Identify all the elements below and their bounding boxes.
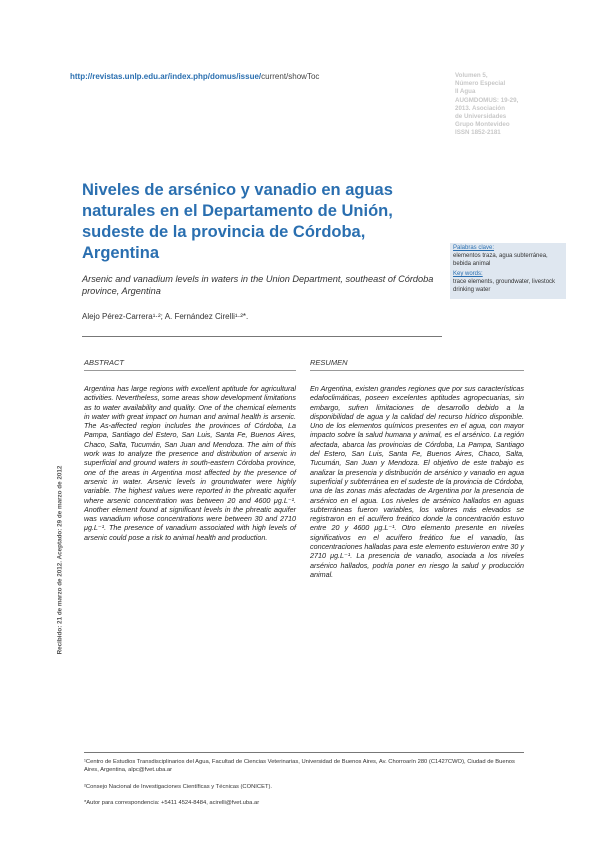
url-path[interactable]: http://revistas.unlp.edu.ar/index.php/domus/issue/	[70, 72, 262, 81]
journal-line: AUGMDOMUS: 19-29,	[455, 96, 519, 104]
article-title: Niveles de arsénico y vanadio en aguas naturales en el Departamento de Unión, sudeste de la provincia de Córdoba, Argentina	[82, 181, 393, 262]
keywords-en-label: Key words:	[453, 271, 483, 278]
url-tail[interactable]: current/showToc	[261, 72, 320, 81]
footnote-1: ¹Centro de Estudios Transdisciplinarios del Agua, Facultad de Ciencias Veterinarias, Universidad de Buenos Aires, Av. Chorroarín 280 (C1427CWO), Ciudad de Buenos Aires, Argentina, alpc@fvet.uba.ar	[84, 759, 515, 773]
keywords-en	[450, 271, 566, 294]
resumen-text: En Argentina, existen grandes regiones que por sus características edafoclimáticas, poseen excelentes aptitudes agropecuarias, sin embargo, sufren limitaciones de desarrollo debido a la disponibilidad de agua y la calidad del recurso hídrico disponible. Uno de los elementos químicos presentes en el agua, con mayor impacto sobre la salud humana y animal, es el arsénico. La región afectada, abarca las provincias de Córdoba, La Pampa, Santiago del Estero, San Luis, Santa Fe, Buenos Aires, Chaco, Salta, Tucumán, San Juan y Mendoza. El objetivo de este trabajo es analizar la presencia y distribución de arsénico y vanadio en agua superficial y subterránea en el sudeste de la provincia de Córdoba, una de las zonas más afectadas de Argentina por la presencia de arsénico en el agua. Los niveles de arsénico hallados en aguas subterráneas fueron variables, los valores más elevados se registraron en el acuífero freático donde la concentración estuvo entre 20 y 4600 μg.L⁻¹. Otro elemento presente en niveles significativos en el acuífero freático fue el vanadio, las concentraciones halladas para este elemento estuvieron entre 30 y 2710 μg.L⁻¹. La presencia de vanadio, asociada a los niveles arsénico hallados, podría poner en riesgo la salud y producción animal.	[310, 384, 524, 579]
article-subtitle: Arsenic and vanadium levels in waters in the Union Department, southeast of Córdoba province, Argentina	[82, 274, 434, 296]
abstract-text: Argentina has large regions with excellent aptitude for agricultural activities. Nevertheless, some areas show development limitations as to water availability and quality. One of the chemical elements in water with great impact on human and animal health is arsenic. The As-affected region includes the provinces of Córdoba, La Pampa, Santiago del Estero, San Luis, Santa Fe, Buenos Aires, Chaco, Salta, Tucumán, San Juan and Mendoza. The aim of this work was to analyze the presence and distribution of arsenic in superficial and ground waters in south-eastern Córdoba province, one of the areas in Argentina most affected by the presence of arsenic in water. Arsenic levels in groundwater were highly variable. The highest values were reported in the phreatic aquifer where arsenic concentration was between 20 and 4600 μg.L⁻¹. Another element found at significant levels in the phreatic aquifer was vanadium whose concentrations were between 30 and 2710 μg.L⁻¹. The presence of vanadium associated with high levels of arsenic could pose a risk to animal health and production.	[84, 384, 296, 542]
keywords-es-text: elementos traza, agua subterránea, bebida animal	[453, 252, 548, 267]
keywords-es-label: Palabras clave:	[453, 245, 495, 251]
header-divider	[82, 336, 442, 337]
received-accepted-note	[50, 440, 70, 680]
journal-url-link[interactable]	[70, 72, 319, 81]
footnote-divider	[84, 752, 524, 753]
journal-line: ISSN 1852-2181	[455, 129, 501, 137]
received-accepted-text: Recibido: 21 de marzo de 2012. Aceptado: 29 de marzo de 2012	[56, 465, 64, 655]
journal-line: II Agua	[455, 88, 476, 96]
article-authors: Alejo Pérez-Carrera¹·²; A. Fernández Cirelli¹·²*.	[82, 312, 249, 321]
journal-line: Volumen 5,	[455, 72, 488, 79]
journal-line: Grupo Montevideo	[455, 121, 510, 129]
resumen-heading-rule	[310, 370, 524, 371]
keywords-es	[450, 245, 566, 268]
journal-line: 2013. Asociación	[455, 104, 505, 112]
keywords-en-text: trace elements, groundwater, livestock drinking water	[453, 279, 556, 293]
keywords-box	[450, 243, 566, 299]
journal-info	[455, 72, 565, 138]
abstract-heading: ABSTRACT	[84, 358, 125, 367]
journal-line: Número Especial	[455, 80, 506, 88]
resumen-heading: RESUMEN	[310, 358, 348, 367]
journal-line: de Universidades	[455, 113, 507, 121]
abstract-heading-rule	[84, 370, 296, 371]
footnote-3: *Autor para correspondencia: +5411 4524-8484, acirelli@fvet.uba.ar	[84, 800, 260, 806]
footnote-2: ²Consejo Nacional de Investigaciones Científicas y Técnicas (CONICET).	[84, 784, 273, 790]
